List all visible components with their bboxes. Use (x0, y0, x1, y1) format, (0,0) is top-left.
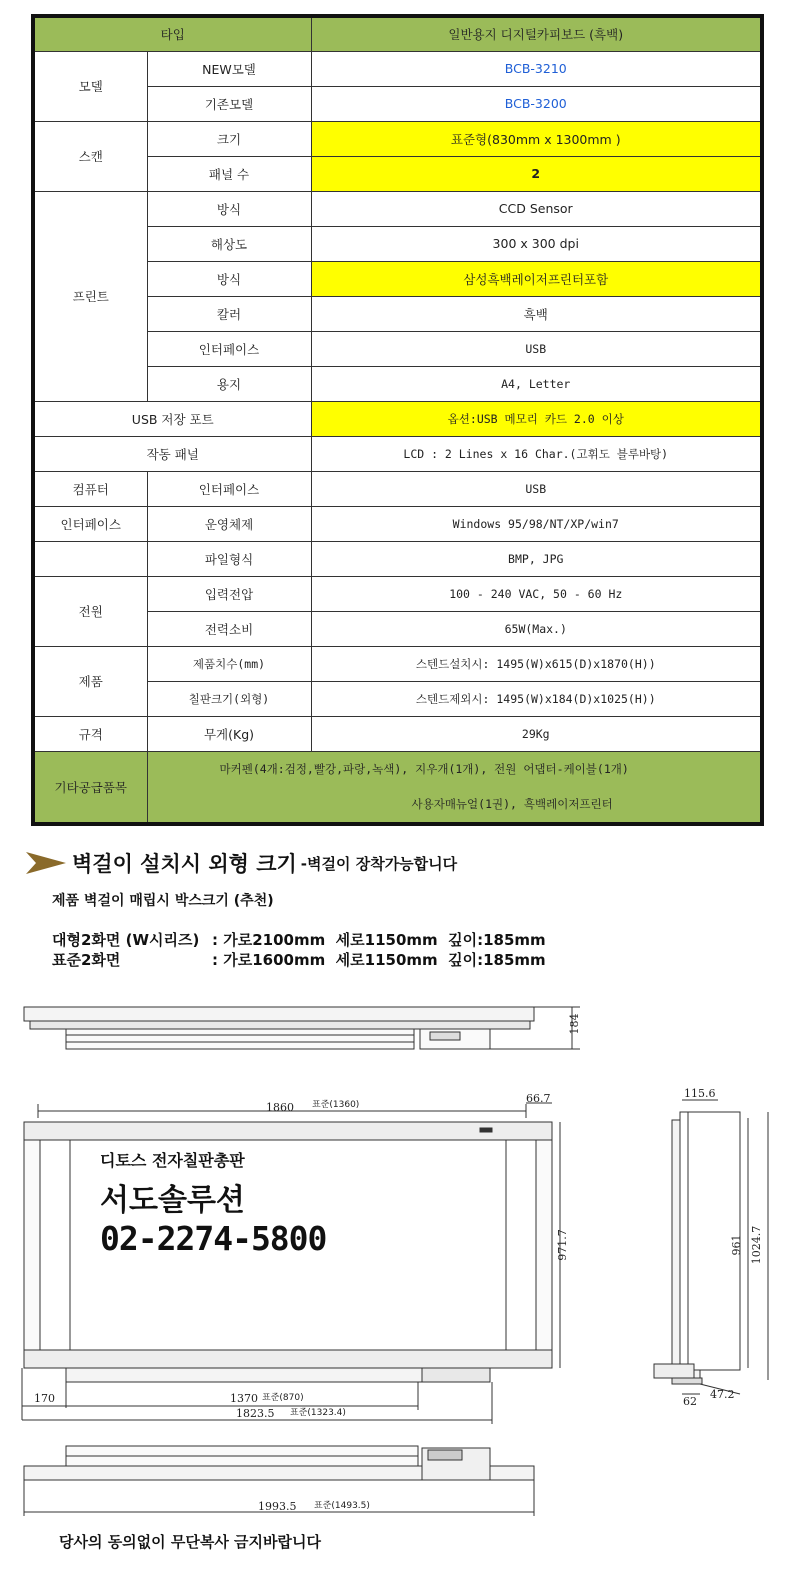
model-group: 모델 (33, 51, 147, 121)
print-method2-label: 방식 (147, 261, 311, 296)
extras-value (147, 751, 762, 824)
table-row (33, 716, 762, 751)
promo-phone: 02-2274-5800 (100, 1219, 327, 1258)
input-voltage-value: 100 - 240 VAC, 50 - 60 Hz (311, 576, 762, 611)
size-label: 표준2화면 (52, 951, 121, 969)
side-height-label: 1024.7 (750, 1225, 763, 1265)
paper-value: A4, Letter (311, 366, 762, 401)
type-label: 타입 (33, 16, 311, 51)
promo-block (100, 1148, 326, 1258)
side-bottom-label: 47.2 (710, 1388, 735, 1401)
product-dim-value: 스텐드설치시: 1495(W)x615(D)x1870(H)) (311, 646, 762, 681)
print-method-label: 방식 (147, 191, 311, 226)
front-height-label: 971.7 (556, 1229, 569, 1261)
spec-table (31, 14, 764, 826)
front-edge-label: 66.7 (526, 1092, 551, 1105)
table-row (33, 16, 762, 51)
computer-group-2: 인터페이스 (33, 506, 147, 541)
panel-count-value: 2 (311, 156, 762, 191)
weight-label: 무게(Kg) (147, 716, 311, 751)
control-panel-value: LCD : 2 Lines x 16 Char.(고휘도 블루바탕) (311, 436, 762, 471)
scan-size-label: 크기 (147, 121, 311, 156)
old-model-label: 기존모델 (147, 86, 311, 121)
table-row (33, 751, 762, 824)
section-heading (26, 848, 457, 878)
promo-distributor: 디토스 전자칠판총판 (100, 1151, 245, 1170)
board-size-value: 스텐드제외시: 1495(W)x184(D)x1025(H)) (311, 681, 762, 716)
front-inner-label: 1370 (230, 1392, 258, 1405)
size-value: : 가로2100mm 세로1150mm 깊이:185mm (212, 931, 546, 949)
print-method2-value: 삼성흑백레이저프린터포함 (311, 261, 762, 296)
technical-drawings (0, 990, 800, 1550)
os-label: 운영체제 (147, 506, 311, 541)
print-interface-label: 인터페이스 (147, 331, 311, 366)
product-group: 제품 (33, 646, 147, 716)
extras-line2: 사용자매뉴얼(1권), 흑백레이저프린터 (411, 796, 613, 811)
side-foot-label: 62 (683, 1395, 697, 1408)
side-depth-label: 115.6 (684, 1087, 716, 1100)
section-title: 벽걸이 설치시 외형 크기 (72, 852, 297, 876)
section-subtitle: -벽걸이 장착가능합니다 (300, 854, 458, 873)
front-inner-std-label: 표준(870) (262, 1393, 304, 1403)
table-row (33, 506, 762, 541)
arrow-icon (26, 850, 66, 876)
side-view-drawing (654, 1087, 768, 1408)
file-format-value: BMP, JPG (311, 541, 762, 576)
size-row-large (52, 929, 546, 950)
front-view-drawing (22, 1092, 569, 1424)
recommend-text: 제품 벽걸이 매립시 박스크기 (추천) (52, 893, 274, 909)
panel-count-label: 패널 수 (147, 156, 311, 191)
print-method-value: CCD Sensor (311, 191, 762, 226)
front-total-std-label: 표준(1323.4) (290, 1408, 346, 1418)
print-group: 프린트 (33, 191, 147, 401)
resolution-value: 300 x 300 dpi (311, 226, 762, 261)
top-depth-label: 184 (568, 1013, 581, 1035)
product-dim-label: 제품치수(mm) (147, 646, 311, 681)
type-value: 일반용지 디지털카피보드 (흑백) (311, 16, 762, 51)
power-group: 전원 (33, 576, 147, 646)
table-row (33, 191, 762, 226)
control-panel-label: 작동 패널 (33, 436, 311, 471)
computer-group: 컴퓨터 (33, 471, 147, 506)
table-row (33, 51, 762, 86)
table-row (33, 576, 762, 611)
consumption-value: 65W(Max.) (311, 611, 762, 646)
promo-company: 서도솔루션 (100, 1183, 245, 1218)
print-interface-value: USB (311, 331, 762, 366)
table-row (33, 541, 762, 576)
scan-group: 스캔 (33, 121, 147, 191)
color-label: 칼러 (147, 296, 311, 331)
table-row (33, 471, 762, 506)
new-model-label: NEW모델 (147, 51, 311, 86)
bottom-view-drawing (24, 1446, 534, 1516)
os-value: Windows 95/98/NT/XP/win7 (311, 506, 762, 541)
resolution-label: 해상도 (147, 226, 311, 261)
usb-port-label: USB 저장 포트 (33, 401, 311, 436)
computer-interface-label: 인터페이스 (147, 471, 311, 506)
paper-label: 용지 (147, 366, 311, 401)
table-row (33, 401, 762, 436)
copyright-notice: 당사의 동의없이 무단복사 금지바랍니다 (59, 1533, 321, 1551)
spec-group: 규격 (33, 716, 147, 751)
table-row (33, 646, 762, 681)
table-row (33, 436, 762, 471)
bottom-width-label: 1993.5 (258, 1500, 297, 1513)
table-row (33, 121, 762, 156)
scan-size-value: 표준형(830mm x 1300mm ) (311, 121, 762, 156)
board-size-label: 칠판크기(외형) (147, 681, 311, 716)
input-voltage-label: 입력전압 (147, 576, 311, 611)
file-format-label: 파일형식 (147, 541, 311, 576)
front-width-label: 1860 (266, 1101, 294, 1114)
color-value: 흑백 (311, 296, 762, 331)
size-label: 대형2화면 (W시리즈) (52, 931, 200, 949)
usb-port-value: 옵션:USB 메모리 카드 2.0 이상 (311, 401, 762, 436)
weight-value: 29Kg (311, 716, 762, 751)
front-left-label: 170 (34, 1392, 55, 1405)
consumption-label: 전력소비 (147, 611, 311, 646)
bottom-width-std-label: 표준(1493.5) (314, 1501, 370, 1511)
computer-interface-value: USB (311, 471, 762, 506)
size-value: : 가로1600mm 세로1150mm 깊이:185mm (212, 951, 546, 969)
old-model-value: BCB-3200 (311, 86, 762, 121)
new-model-value: BCB-3210 (311, 51, 762, 86)
top-view-drawing (24, 1007, 581, 1049)
size-row-standard (52, 949, 546, 970)
front-width-std-label: 표준(1360) (312, 1100, 360, 1110)
front-total-label: 1823.5 (236, 1407, 275, 1420)
extras-line1: 마커펜(4개:검정,빨강,파랑,녹색), 지우개(1개), 전원 어댑터-케이블(1개) (219, 761, 629, 776)
empty-cell (33, 541, 147, 576)
side-inner-label: 961 (730, 1234, 743, 1256)
extras-label: 기타공급품목 (33, 751, 147, 824)
